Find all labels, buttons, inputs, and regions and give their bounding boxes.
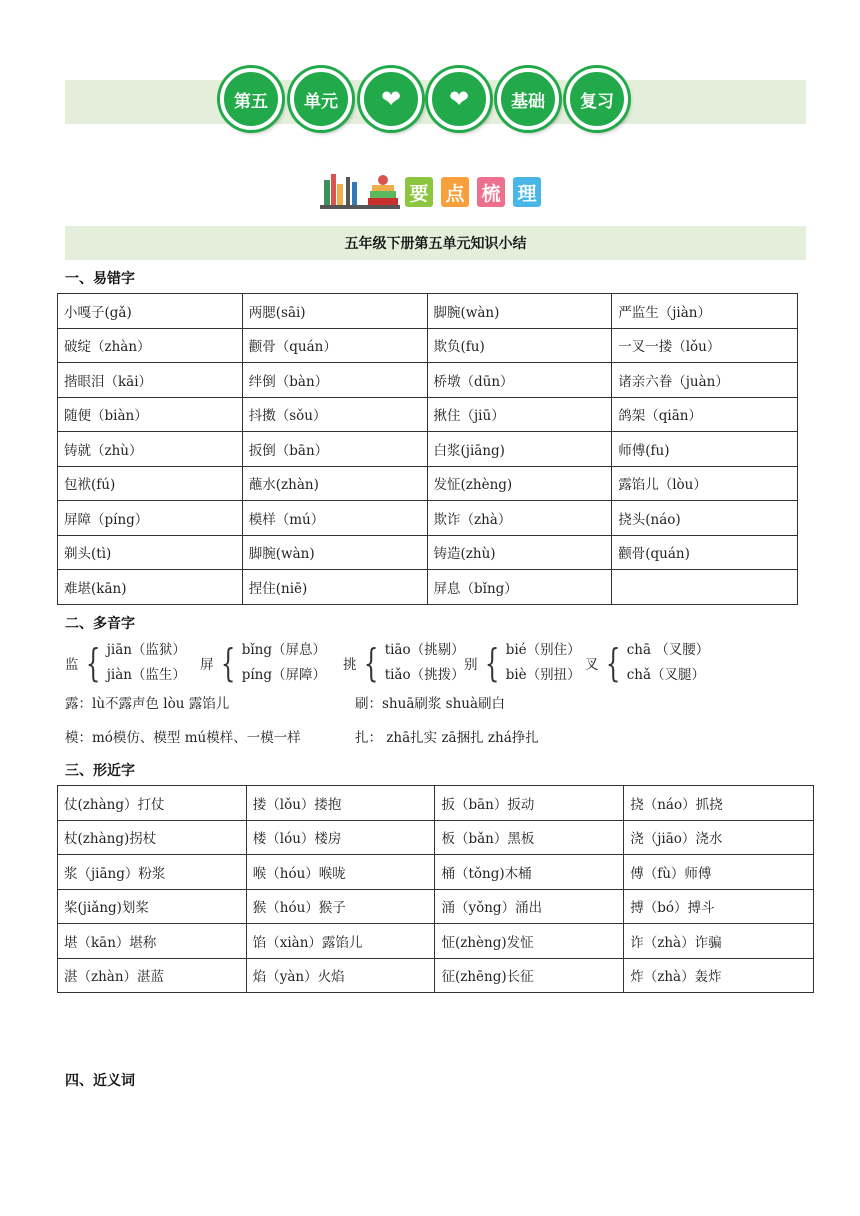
polyphone-char: 叉: [585, 657, 599, 673]
table-cell: 征(zhēng)长征: [435, 958, 624, 993]
banner-circle-review: 复习: [566, 68, 628, 130]
table-row: [58, 924, 814, 959]
table-cell: 桥墩（dūn）: [427, 363, 612, 398]
polyphone-reading: biè（别扭）: [505, 667, 581, 683]
polyphone-group: [585, 638, 709, 688]
polyphone-char: 屏: [200, 657, 214, 673]
table-cell: 诸亲六眷（juàn）: [612, 363, 798, 398]
table-cell: 欺诈（zhà）: [427, 501, 612, 536]
polyphone-reading: píng（屏障）: [241, 667, 326, 683]
polyphone-reading: jiān（监狱）: [106, 642, 186, 658]
table-row: [58, 855, 814, 890]
polyphone-reading: chā （叉腰）: [626, 642, 710, 658]
table-cell: 堪（kān）堪称: [58, 924, 247, 959]
polyphone-line: 模：mó模仿、模型 mú模样、一模一样: [65, 730, 301, 746]
table-cell: 模样（mú）: [242, 501, 427, 536]
polyphone-group: [200, 638, 326, 688]
polyphone-reading: chǎ（叉腿）: [626, 667, 705, 683]
polyphone-group: [65, 638, 186, 688]
table-cell: 仗(zhàng）打仗: [58, 786, 247, 821]
table-cell: 破绽（zhàn）: [58, 328, 243, 363]
error-prone-table: [57, 293, 798, 605]
polyphone-group: [343, 638, 465, 688]
polyphone-reading: bié（别住）: [505, 642, 581, 658]
polyphone-char: 别: [464, 657, 478, 673]
table-cell: 湛（zhàn）湛蓝: [58, 958, 247, 993]
table-cell: 严监生（jiàn）: [612, 294, 798, 329]
table-row: [58, 820, 814, 855]
table-cell: 露馅儿（lòu）: [612, 466, 798, 501]
table-cell: 桶（tǒng)木桶: [435, 855, 624, 890]
table-cell: 搏（bó）搏斗: [624, 889, 814, 924]
section-heading: 三、形近字: [65, 763, 135, 779]
key-point-char: 点: [441, 177, 469, 207]
table-cell: 诈（zhà）诈骗: [624, 924, 814, 959]
section-heading: 一、易错字: [65, 271, 135, 287]
table-row: [58, 432, 798, 467]
table-cell: 鸽架（qiān）: [612, 397, 798, 432]
table-cell: 蘸水(zhàn): [242, 466, 427, 501]
table-cell: 猴（hóu）猴子: [246, 889, 435, 924]
table-cell: 焰（yàn）火焰: [246, 958, 435, 993]
table-cell: 抖擞（sǒu）: [242, 397, 427, 432]
table-cell: 颧骨（quán）: [242, 328, 427, 363]
table-row: [58, 466, 798, 501]
table-row: [58, 786, 814, 821]
heart-icon: ❤: [428, 68, 490, 130]
table-cell: 涌（yǒng）涌出: [435, 889, 624, 924]
table-cell: 欺负(fu): [427, 328, 612, 363]
brace-icon: {: [85, 641, 100, 685]
polyphone-line: 刷：shuā刷浆 shuà刷白: [355, 696, 506, 712]
table-cell: 捏住(niē): [242, 570, 427, 605]
table-cell: 剃头(tì): [58, 535, 243, 570]
table-cell: 屏障（píng）: [58, 501, 243, 536]
table-row: [58, 294, 798, 329]
banner-circle-basic: 基础: [497, 68, 559, 130]
table-cell: 脚腕(wàn): [242, 535, 427, 570]
table-cell: 扳（bān）扳动: [435, 786, 624, 821]
table-cell: 两腮(sāi): [242, 294, 427, 329]
polyphone-reading: tiǎo（挑拨）: [384, 667, 465, 683]
table-row: [58, 958, 814, 993]
table-cell: 馅（xiàn）露馅儿: [246, 924, 435, 959]
table-cell: 喉（hóu）喉咙: [246, 855, 435, 890]
table-cell: 怔(zhèng)发怔: [435, 924, 624, 959]
books-icon: [320, 170, 400, 210]
table-cell: 铸造(zhù): [427, 535, 612, 570]
heart-icon: ❤: [360, 68, 422, 130]
table-cell: 挠（náo）抓挠: [624, 786, 814, 821]
banner-circle-unit-number: 第五: [220, 68, 282, 130]
similar-char-table: [57, 785, 814, 993]
table-row: [58, 889, 814, 924]
table-row: [58, 570, 798, 605]
polyphone-reading: bǐng（屏息）: [241, 642, 326, 658]
polyphone-char: 监: [65, 657, 79, 673]
brace-icon: {: [363, 641, 378, 685]
table-cell: 揩眼泪（kāi）: [58, 363, 243, 398]
polyphone-line: 扎： zhā扎实 zā捆扎 zhá挣扎: [355, 730, 539, 746]
table-cell: 师傅(fu): [612, 432, 798, 467]
key-point-char: 要: [405, 177, 433, 207]
table-cell: [612, 570, 798, 605]
key-point-char: 理: [513, 177, 541, 207]
table-cell: 傅（fù）师傅: [624, 855, 814, 890]
document-title: 五年级下册第五单元知识小结: [65, 226, 806, 260]
table-row: [58, 363, 798, 398]
polyphone-reading: jiàn（监生）: [106, 667, 186, 683]
table-cell: 包袱(fú): [58, 466, 243, 501]
table-cell: 屏息（bǐng）: [427, 570, 612, 605]
table-cell: 板（bǎn）黑板: [435, 820, 624, 855]
table-cell: 难堪(kān): [58, 570, 243, 605]
table-cell: 绊倒（bàn）: [242, 363, 427, 398]
table-cell: 颧骨(quán): [612, 535, 798, 570]
table-cell: 杖(zhàng)拐杖: [58, 820, 247, 855]
table-cell: 脚腕(wàn): [427, 294, 612, 329]
table-cell: 搂（lǒu）搂抱: [246, 786, 435, 821]
table-row: [58, 328, 798, 363]
section-heading: 四、近义词: [65, 1073, 135, 1089]
table-cell: 铸就（zhù）: [58, 432, 243, 467]
polyphone-char: 挑: [343, 657, 357, 673]
table-cell: 浇（jiāo）浇水: [624, 820, 814, 855]
table-cell: 白浆(jiāng): [427, 432, 612, 467]
brace-icon: {: [220, 641, 235, 685]
key-point-char: 梳: [477, 177, 505, 207]
polyphone-reading: tiāo（挑剔）: [384, 642, 465, 658]
table-cell: 楼（lóu）楼房: [246, 820, 435, 855]
table-cell: 一叉一搂（lǒu）: [612, 328, 798, 363]
table-cell: 小嘎子(gǎ): [58, 294, 243, 329]
polyphone-line: 露：lù不露声色 lòu 露馅儿: [65, 696, 230, 712]
table-cell: 桨(jiǎng)划桨: [58, 889, 247, 924]
polyphone-group: [464, 638, 581, 688]
banner-circle-unit: 单元: [290, 68, 352, 130]
table-cell: 挠头(náo): [612, 501, 798, 536]
brace-icon: {: [484, 641, 499, 685]
table-row: [58, 535, 798, 570]
table-row: [58, 501, 798, 536]
table-cell: 随便（biàn）: [58, 397, 243, 432]
brace-icon: {: [605, 641, 620, 685]
section-heading: 二、多音字: [65, 616, 135, 632]
table-cell: 揪住（jiū）: [427, 397, 612, 432]
table-cell: 炸（zhà）轰炸: [624, 958, 814, 993]
table-cell: 发怔(zhèng): [427, 466, 612, 501]
table-cell: 扳倒（bān）: [242, 432, 427, 467]
table-row: [58, 397, 798, 432]
table-cell: 浆（jiāng）粉浆: [58, 855, 247, 890]
